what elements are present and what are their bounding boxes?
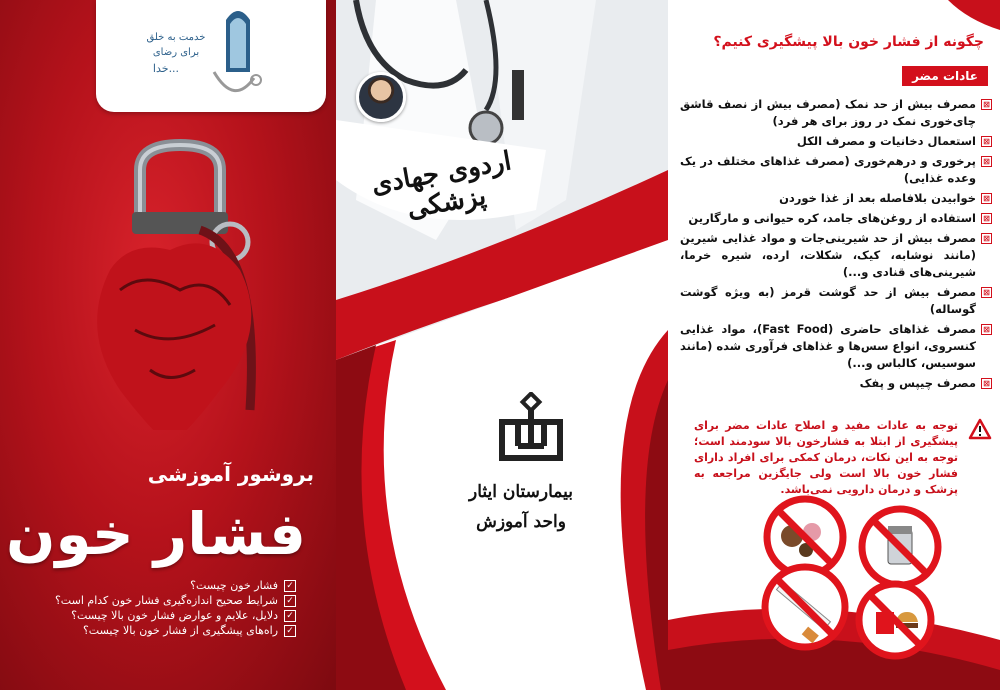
logo-text-3: خدا...	[152, 62, 180, 75]
cover-topic	[6, 593, 296, 608]
cover-topic-text: راه‌های پیشگیری از فشار خون بالا چیست؟	[82, 624, 278, 637]
warning-icon	[968, 418, 992, 440]
prevention-panel	[668, 0, 1000, 690]
cover-topic	[6, 578, 296, 593]
x-box-icon: ⊠	[981, 287, 992, 298]
hospital-name: بیمارستان ایثار	[468, 482, 573, 502]
no-salt-icon	[862, 509, 938, 585]
x-box-icon: ⊠	[981, 156, 992, 167]
habit-text: مصرف چیپس و پفک	[859, 376, 976, 390]
x-box-icon: ⊠	[981, 136, 992, 147]
habit-text: مصرف بیش از حد گوشت قرمز (به ویژه گوشت گوساله)	[680, 285, 976, 316]
prevention-question: چگونه از فشار خون بالا پیشگیری کنیم؟	[713, 34, 984, 50]
logo-text-2: برای رضای	[152, 47, 200, 58]
habit-text: مصرف بیش از حد نمک (مصرف بیش از نصف قاشق چای‌خوری نمک در روز برای هر فرد)	[680, 97, 976, 128]
habit-text: پرخوری و درهم‌خوری (مصرف غذاهای مختلف در یک وعده غذایی)	[680, 154, 976, 185]
habit-text: خوابیدن بلافاصله بعد از غذا خوردن	[779, 191, 976, 205]
x-box-icon: ⊠	[981, 378, 992, 389]
cover-topic-list	[6, 578, 296, 638]
x-box-icon: ⊠	[981, 233, 992, 244]
habit-item	[680, 190, 992, 207]
hospital-emblem-icon	[496, 392, 566, 462]
habit-item	[680, 153, 992, 187]
cover-title: فشار خون	[5, 500, 306, 568]
habit-text: مصرف غذاهای حاضری (Fast Food)، مواد غذایی کنسروی، انواع سس‌ها و غذاهای فرآوری شده (مانند سوسیس، کالباس و...)	[680, 322, 977, 370]
habit-item	[680, 284, 992, 318]
habit-item	[680, 133, 992, 150]
no-fast-food-icon	[859, 584, 931, 656]
no-smoking-icon	[765, 567, 845, 647]
habit-item	[680, 230, 992, 281]
warning-text: توجه به عادات مفید و اصلاح عادات مضر برای پیشگیری از ابتلا به فشارخون بالا سودمند است؛ توجه به این نکات، درمان کمکی برای افراد دارای فشار خون بالا است ولی جایگزین مراجعه به پزشک و درمان دارویی نمی‌باشد.	[694, 419, 958, 496]
cover-panel	[0, 0, 336, 690]
prohibited-items-image	[750, 492, 950, 662]
habit-item	[680, 321, 992, 372]
brand-logo-text: اردوی جهادی پزشکی	[369, 146, 514, 225]
middle-panel	[336, 0, 668, 690]
logo-card	[96, 0, 326, 112]
cover-topic-text: فشار خون چیست؟	[190, 579, 278, 592]
cover-topic-text: شرایط صحیح اندازه‌گیری فشار خون کدام است؟	[54, 594, 278, 607]
habit-item	[680, 96, 992, 130]
habit-text: مصرف بیش از حد شیرینی‌جات و مواد غذایی شیرین (مانند نوشابه، کیک، شکلات، ارده، شیره خرما، شیرینی‌های قنادی و...)	[680, 231, 976, 279]
x-box-icon: ⊠	[981, 99, 992, 110]
check-icon: ✓	[284, 595, 296, 607]
cover-topic	[6, 623, 296, 638]
logo-emblem	[96, 0, 326, 112]
hospital-unit: واحد آموزش	[476, 512, 566, 532]
x-box-icon: ⊠	[981, 193, 992, 204]
habit-item	[680, 210, 992, 227]
heart-grenade-image	[40, 130, 280, 430]
harmful-habits-label: عادات مضر	[902, 66, 988, 86]
logo-text-1: خدمت به خلق	[146, 32, 206, 43]
habit-item	[680, 375, 992, 392]
avatar	[356, 72, 406, 122]
cover-topic-text: دلایل، علایم و عوارض فشار خون بالا چیست؟	[71, 609, 278, 622]
check-icon: ✓	[284, 610, 296, 622]
habit-text: استعمال دخانیات و مصرف الکل	[796, 134, 976, 148]
cover-subtitle: بروشور آموزشی	[147, 462, 314, 486]
x-box-icon: ⊠	[981, 324, 992, 335]
habit-text: استفاده از روغن‌های جامد، کره حیوانی و مارگارین	[688, 211, 976, 225]
cover-topic	[6, 608, 296, 623]
harmful-habits-list	[680, 96, 992, 395]
x-box-icon: ⊠	[981, 213, 992, 224]
check-icon: ✓	[284, 625, 296, 637]
check-icon: ✓	[284, 580, 296, 592]
